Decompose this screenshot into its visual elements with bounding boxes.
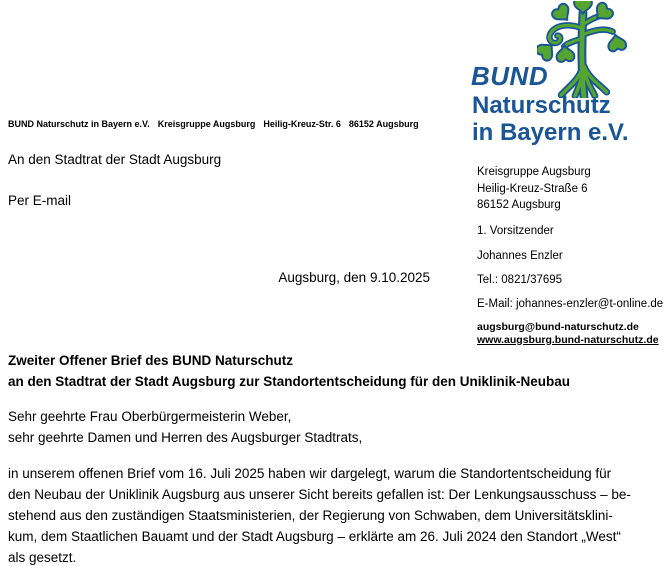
salutation-block: [8, 406, 362, 448]
contact-org-contact-block: [477, 321, 667, 347]
sender-segment-city: 86152 Augsburg: [348, 119, 419, 129]
dateline: Augsburg, den 9.10.2025: [278, 270, 430, 285]
sender-segment-street: Heilig-Kreuz-Str. 6: [263, 119, 341, 129]
contact-org-email: augsburg@bund-naturschutz.de: [477, 320, 639, 333]
body-line: als gesetzt.: [8, 550, 77, 565]
contact-website-link[interactable]: www.augsburg.bund-naturschutz.de: [477, 333, 659, 346]
contact-email: E-Mail: johannes-enzler@t-online.de: [477, 298, 664, 310]
contact-address-line-3: 86152 Augsburg: [477, 199, 561, 211]
bund-tree-icon: [537, 1, 629, 98]
delivery-method-line: Per E-mail: [8, 193, 72, 208]
sender-return-address-line: [8, 119, 419, 129]
logo-bund-wordmark: BUND: [471, 61, 549, 91]
subject-line-1: Zweiter Offener Brief des BUND Naturschutz: [8, 353, 294, 368]
subject-line-2: an den Stadtrat der Stadt Augsburg zur Standortentscheidung für den Uniklinik-Neubau: [8, 374, 571, 389]
salutation-line-2: sehr geehrte Damen und Herren des Augsburger Stadtrats,: [8, 430, 363, 445]
contact-role: 1. Vorsitzender: [477, 224, 554, 237]
salutation-line-1: Sehr geehrte Frau Oberbürgermeisterin Weber,: [8, 409, 292, 424]
contact-address-line-2: Heilig-Kreuz-Straße 6: [477, 182, 588, 195]
recipient-line: An den Stadtrat der Stadt Augsburg: [8, 152, 222, 167]
sender-segment-group: Kreisgruppe Augsburg: [157, 119, 256, 129]
body-line: in unserem offenen Brief vom 16. Juli 2025 haben wir dargelegt, warum die Standortentscheidung für: [8, 466, 612, 481]
body-line: den Neubau der Uniklinik Augsburg aus unserer Sicht bereits gefallen ist: Der Lenkungsausschuss – be-: [8, 487, 631, 502]
contact-phone: Tel.: 0821/37695: [477, 273, 563, 286]
contact-name: Johannes Enzler: [477, 250, 563, 262]
contact-address-line-1: Kreisgruppe Augsburg: [477, 166, 591, 178]
logo-naturschutz-text: Naturschutz: [472, 92, 611, 119]
sender-segment-org: BUND Naturschutz in Bayern e.V.: [8, 119, 150, 129]
body-line: kum, dem Staatlichen Bauamt und der Stadt Augsburg – erklärte am 26. Juli 2024 den Standort „West“: [8, 529, 621, 544]
subject-block: [8, 350, 570, 392]
body-line: stehend aus den zuständigen Staatsministerien, der Regierung von Schwaben, dem Universitätsklini-: [8, 508, 613, 523]
body-paragraph: [8, 463, 667, 566]
contact-block: [477, 164, 667, 347]
logo-in-bayern-text: in Bayern e.V.: [472, 119, 629, 146]
